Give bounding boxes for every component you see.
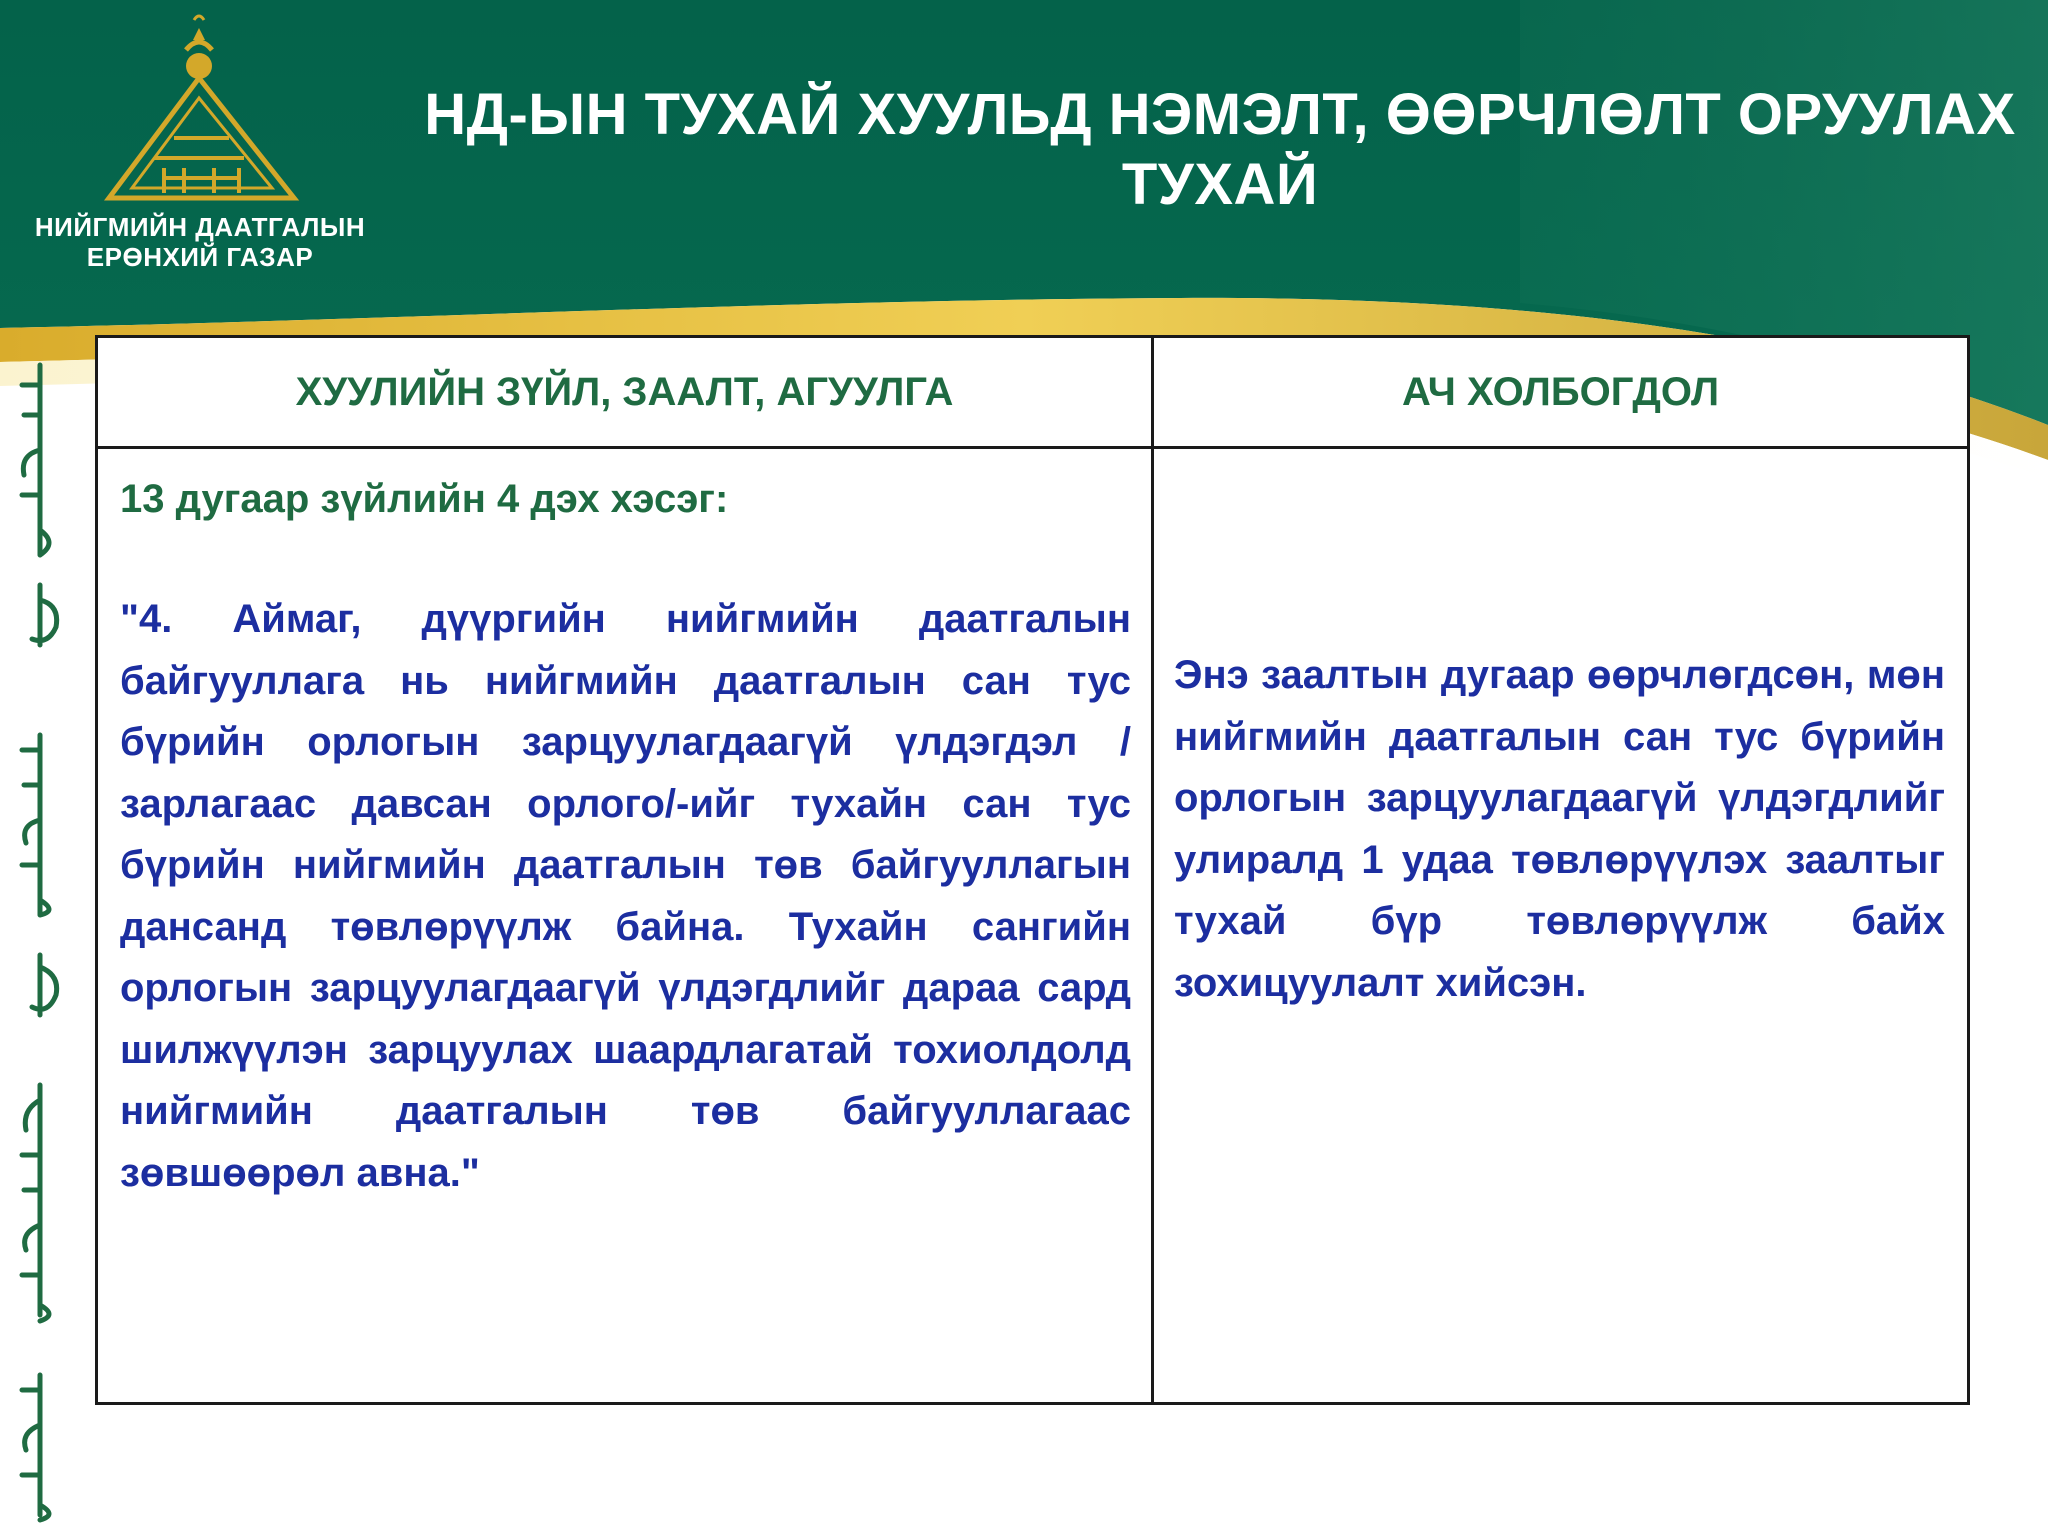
column-header-law-article: ХУУЛИЙН ЗҮЙЛ, ЗААЛТ, АГУУЛГА	[97, 337, 1153, 448]
page-title: НД-ЫН ТУХАЙ ХУУЛЬД НЭМЭЛТ, ӨӨРЧЛӨЛТ ОРУУЛАХ ТУХАЙ	[424, 82, 2016, 217]
significance-text: Энэ заалтын дугаар өөрчлөгдсөн, мөн нийгмийн даатгалын сан тус бүрийн орлогын зарцуулагдаагүй үлдэгдлийг улиралд 1 удаа төвлөрүүлэх заалтыг тухай бүр төвлөрүүлж байх зохицуулалт хийсэн.	[1174, 653, 1945, 1005]
table-row	[97, 448, 1969, 1404]
mongolian-script-vertical-icon	[0, 355, 80, 1525]
column-header-significance: АЧ ХОЛБОГДОЛ	[1153, 337, 1969, 448]
table-header-row	[97, 337, 1969, 448]
law-amendment-table	[95, 335, 1970, 1405]
law-article-cell	[97, 448, 1153, 1404]
law-text: "4. Аймаг, дүүргийн нийгмийн даатгалын байгууллага нь нийгмийн даатгалын сан тус бүрийн орлогын зарцуулагдаагүй үлдэгдэл /зарлагаас давсан орлого/-ийг тухайн сан тус бүрийн нийгмийн даатгалын төв байгууллагын дансанд төвлөрүүлж байна. Тухайн сангийн орлогын зарцуулагдаагүй үлдэгдлийг дараа сард шилжүүлэн зарцуулах шаардлагатай тохиолдолд нийгмийн даатгалын төв байгууллагаас зөвшөөрөл авна."	[120, 597, 1131, 1195]
org-name-line1: НИЙГМИЙН ДААТГАЛЫН	[34, 212, 366, 242]
significance-cell	[1153, 448, 1969, 1404]
organization-name	[20, 212, 380, 272]
section-reference: 13 дугаар зүйлийн 4 дэх хэсэг:	[120, 477, 729, 521]
org-name-line2: ЕРӨНХИЙ ГАЗАР	[86, 242, 314, 272]
